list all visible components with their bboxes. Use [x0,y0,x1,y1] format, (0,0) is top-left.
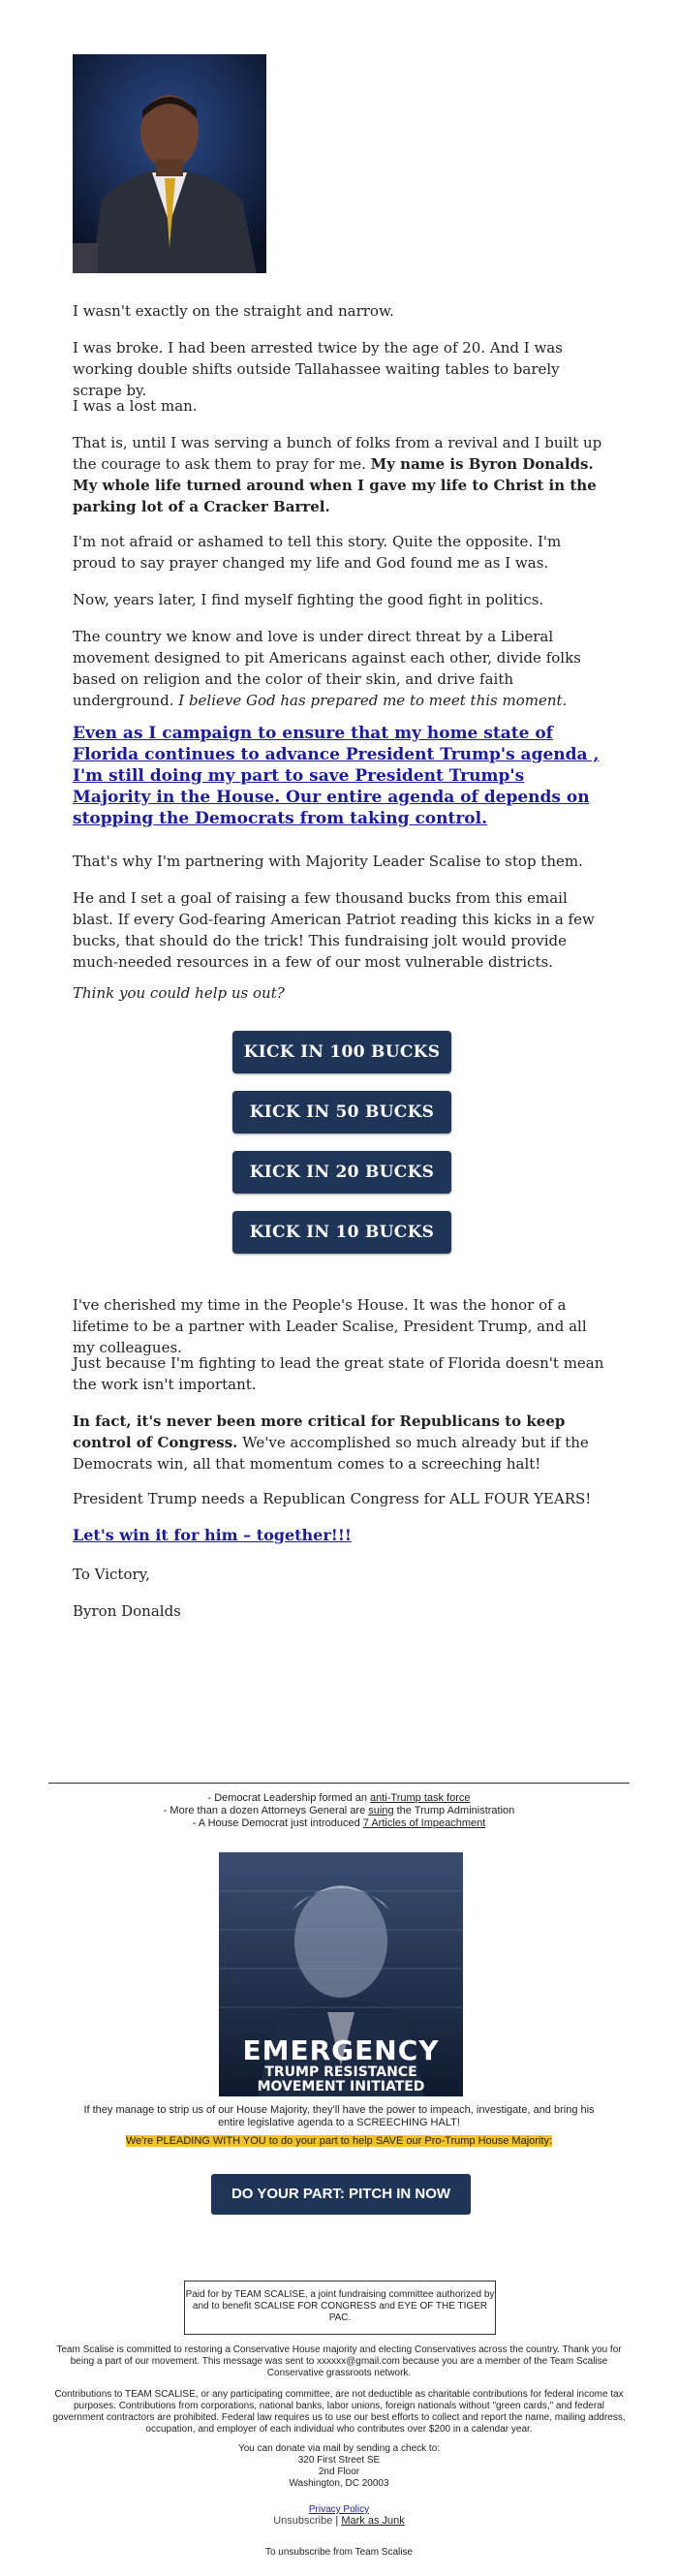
unsubscribe-team[interactable]: To unsubscribe from Team Scalise [264,2547,414,2558]
win-link-paragraph [73,1525,607,1546]
p13-text: We've accomplished so much already but if the Democrats win, all that momentum comes to a screeching halt! [73,1434,589,1473]
donate-50-button[interactable]: KICK IN 50 BUCKS [232,1091,451,1133]
impeachment-link[interactable]: 7 Articles of Impeachment [362,1817,486,1829]
p7-text: The country we know and love is under direct threat by a Liberal movement designed to pit Americans against each other, divide folks based on religion and the color of their skin, and drive faith underground. [73,628,581,709]
portrait-image [73,54,266,273]
pitch-in-button[interactable]: DO YOUR PART: PITCH IN NOW [211,2174,471,2215]
hero-photo [73,54,266,273]
bullet-2-tail: the Trump Administration [393,1805,515,1816]
footer-bullets [48,1792,630,1830]
bullet-2-text: - More than a dozen Attorneys General are [163,1805,369,1816]
disclaimer-2: Contributions to TEAM SCALISE, or any participating committee, are not deductible as charitable contributions for federal income tax purposes. Contributions from corporations, national banks, labor unions, foreign nationals without "green cards," and federal government contractors are prohibited. Federal law requires us to use our best efforts to collect and report the name, mailing address, occupation, and employer of each individual who contributes over $200 in a calendar year. [52,2389,626,2435]
donate-100-button[interactable]: KICK IN 100 BUCKS [232,1031,451,1073]
footer-divider [48,1783,630,1784]
bullet-1 [48,1792,630,1805]
mail-intro: You can donate via mail by sending a check to: [237,2443,441,2454]
body-paragraph-2: I was broke. I had been arrested twice by the age of 20. And I was working double shifts outside Tallahassee waiting tables to barely scrape by. [73,339,563,399]
suing-link[interactable]: suing [368,1805,394,1816]
body-paragraph-7 [73,626,607,711]
donate-20-button[interactable]: KICK IN 20 BUCKS [232,1151,451,1194]
highlight-line [48,2135,630,2148]
campaign-link-paragraph [73,723,607,829]
emergency-title: EMERGENCY [242,2034,440,2066]
signoff: To Victory, [73,1566,150,1583]
body-paragraph-8: That's why I'm partnering with Majority Leader Scalise to stop them. [73,853,583,870]
win-link[interactable]: Let's win it for him – together!!! [73,1526,352,1544]
warning-text: If they manage to strip us of our House Majority, they'll have the power to impeach, investigate, and bring his entire legislative agenda to a SCREECHING HALT! [83,2104,595,2128]
mail-address [48,2443,630,2490]
p13-bold-text: In fact, it's never been more critical for Republicans to keep control of Congress. [73,1412,566,1451]
bullet-2 [48,1805,630,1817]
body-paragraph-12: Just because I'm fighting to lead the great state of Florida doesn't mean the work isn't important. [73,1354,604,1393]
task-force-link[interactable]: anti-Trump task force [370,1792,471,1804]
emergency-banner-image[interactable] [219,1852,463,2096]
address-line-3: Washington, DC 20003 [289,2478,389,2489]
p7-italic-text: I believe God has prepared me to meet this moment. [178,692,568,709]
body-paragraph-5: I'm not afraid or ashamed to tell this story. Quite the opposite. I'm proud to say prayer changed my life and God found me as I was. [73,533,562,572]
body-paragraph-4 [73,432,607,517]
bullet-3-text: - A House Democrat just introduced [192,1817,363,1829]
body-paragraph-11: I've cherished my time in the People's House. It was the honor of a lifetime to be a partner with Leader Scalise, President Trump, and all my colleagues. [73,1296,587,1356]
donate-10-button[interactable]: KICK IN 10 BUCKS [232,1211,451,1254]
body-paragraph-10: Think you could help us out? [73,984,285,1002]
campaign-link[interactable]: Even as I campaign to ensure that my home state of Florida continues to advance President Trump's agenda , I'm still doing my part to save President Trump's Majority in the House. Our entire agenda of depends on stopping the Democrats from taking control. [73,724,600,828]
body-paragraph-6: Now, years later, I find myself fighting the good fight in politics. [73,591,544,608]
unsubscribe-link[interactable]: Unsubscribe [273,2515,333,2527]
emergency-sub-1: TRUMP RESISTANCE [264,2064,417,2080]
highlight-text: We're PLEADING WITH YOU to do your part to help SAVE our Pro-Trump House Majority: [125,2135,552,2147]
emergency-sub-2: MOVEMENT INITIATED [257,2079,425,2095]
body-paragraph-3: I was a lost man. [73,397,198,415]
paid-for-box: Paid for by TEAM SCALISE, a joint fundraising committee authorized by and to benefit SCALISE FOR CONGRESS and EYE OF THE TIGER PAC. [184,2281,496,2335]
unsubscribe-line [48,2515,630,2528]
separator: | [332,2515,342,2527]
address-line-2: 2nd Floor [318,2467,360,2477]
privacy-policy-link[interactable]: Privacy Policy [308,2504,370,2515]
signature: Byron Donalds [73,1602,181,1620]
body-paragraph-13 [73,1411,607,1474]
disclaimer-1: Team Scalise is committed to restoring a Conservative House majority and electing Conservatives across the country. Thank you for being a part of our movement. This message was sent to xxxxxx@gmail.com because you are a member of the Team Scalise Conservative grassroots network. [56,2344,622,2378]
body-paragraph-14: President Trump needs a Republican Congress for ALL FOUR YEARS! [73,1490,592,1507]
address-line-1: 320 First Street SE [297,2455,381,2466]
bullet-3 [48,1817,630,1830]
p4-text: That is, until I was serving a bunch of folks from a revival and I built up the courage to ask them to pray for me. [73,434,602,473]
p4-bold-text: My name is Byron Donalds. My whole life turned around when I gave my life to Christ in the parking lot of a Cracker Barrel. [73,455,597,515]
body-paragraph-1: I wasn't exactly on the straight and narrow. [73,302,394,320]
mark-junk-link[interactable]: Mark as Junk [341,2515,405,2527]
body-paragraph-9: He and I set a goal of raising a few thousand bucks from this email blast. If every God-fearing American Patriot reading this kicks in a few bucks, that should do the trick! This fundraising jolt would provide much-needed resources in a few of our most vulnerable districts. [73,889,595,971]
emergency-subtitle [219,2065,463,2095]
bullet-1-text: - Democrat Leadership formed an [207,1792,370,1804]
